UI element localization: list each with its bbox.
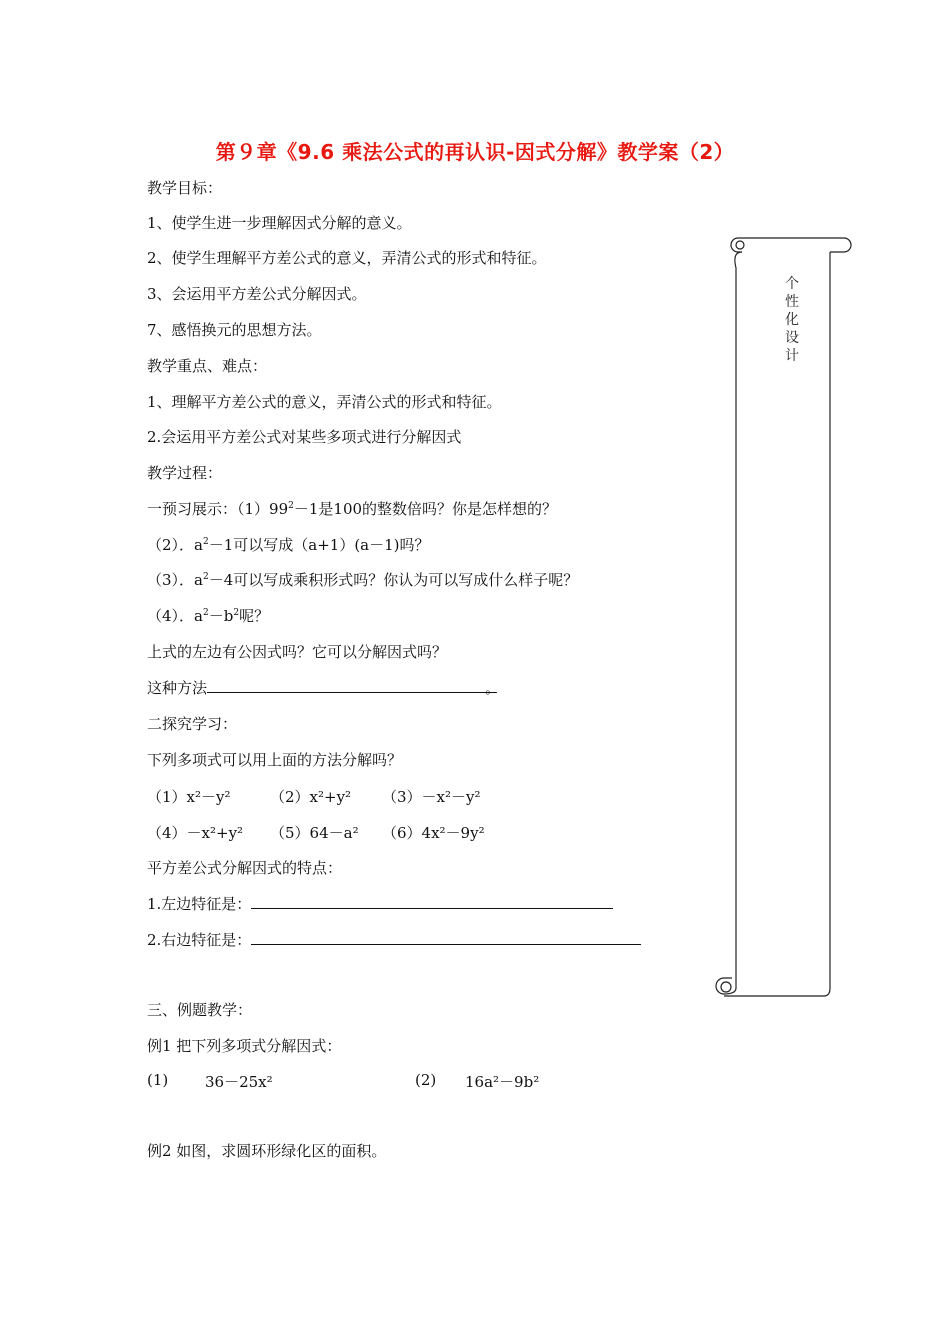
example-2-label: 例2 如图，求圆环形绿化区的面积。 [147, 1142, 387, 1160]
example-1-num: (2) [415, 1071, 437, 1089]
features-heading: 平方差公式分解因式的特点： [147, 859, 343, 877]
key-points-heading: 教学重点、难点： [147, 357, 268, 375]
right-feature-line: 2.右边特征是： [147, 930, 641, 950]
explore-item: （3）－x²－y² [382, 788, 481, 806]
objective-item: 7、感悟换元的思想方法。 [147, 321, 322, 339]
objective-item: 3、会运用平方差公式分解因式。 [147, 285, 367, 303]
explore-item: （5）64－a² [270, 824, 359, 842]
explore-item: （6）4x²－9y² [382, 824, 485, 842]
process-heading: 教学过程： [147, 464, 223, 482]
example-1-label: 例1 把下列多项式分解因式： [147, 1037, 342, 1055]
objective-item: 2、使学生理解平方差公式的意义，弄清公式的形式和特征。 [147, 249, 547, 267]
example-1-num: (1) [147, 1071, 169, 1089]
preview-question-1: 一预习展示：$(1)99^2-1$是100的整数倍吗？你是怎样想的？ [147, 500, 558, 518]
page-title: 第９章《9.6 乘法公式的再认识-因式分解》教学案（2） [215, 140, 735, 164]
objectives-heading: 教学目标： [147, 179, 223, 197]
preview-question-2: （2）．$a^2-1$可以写成（a+1）(a－1)吗？ [147, 536, 430, 554]
explore-heading: 二探究学习： [147, 715, 238, 733]
example-1-expr: 36－25x² [205, 1073, 273, 1091]
left-feature-blank[interactable] [251, 894, 613, 909]
preview-question-4: （4）．$a^2-b^2$呢？ [147, 607, 270, 625]
method-blank[interactable] [207, 678, 497, 693]
preview-question-5: 上式的左边有公因式吗？它可以分解因式吗？ [147, 643, 448, 661]
left-feature-line: 1.左边特征是： [147, 894, 613, 914]
explore-item: （4）－x²+y² [147, 824, 244, 842]
example-1-expr: 16a²－9b² [465, 1073, 540, 1091]
objective-item: 1、使学生进一步理解因式分解的意义。 [147, 214, 412, 232]
key-point-item: 1、理解平方差公式的意义，弄清公式的形式和特征。 [147, 393, 502, 411]
preview-question-3: （3）．$a^2-4$可以写成乘积形式吗？你认为可以写成什么样子呢？ [147, 571, 579, 589]
sidebar-label: 个 性 化 设 计 [785, 276, 799, 364]
method-line: 这种方法 。 [147, 679, 501, 697]
examples-heading: 三、例题教学： [147, 1001, 253, 1019]
explore-item: （1）x²－y² [147, 788, 231, 806]
right-feature-blank[interactable] [251, 930, 641, 945]
explore-item: （2）x²+y² [270, 788, 352, 806]
explore-question: 下列多项式可以用上面的方法分解吗？ [147, 751, 403, 769]
key-point-item: 2.会运用平方差公式对某些多项式进行分解因式 [147, 428, 462, 446]
